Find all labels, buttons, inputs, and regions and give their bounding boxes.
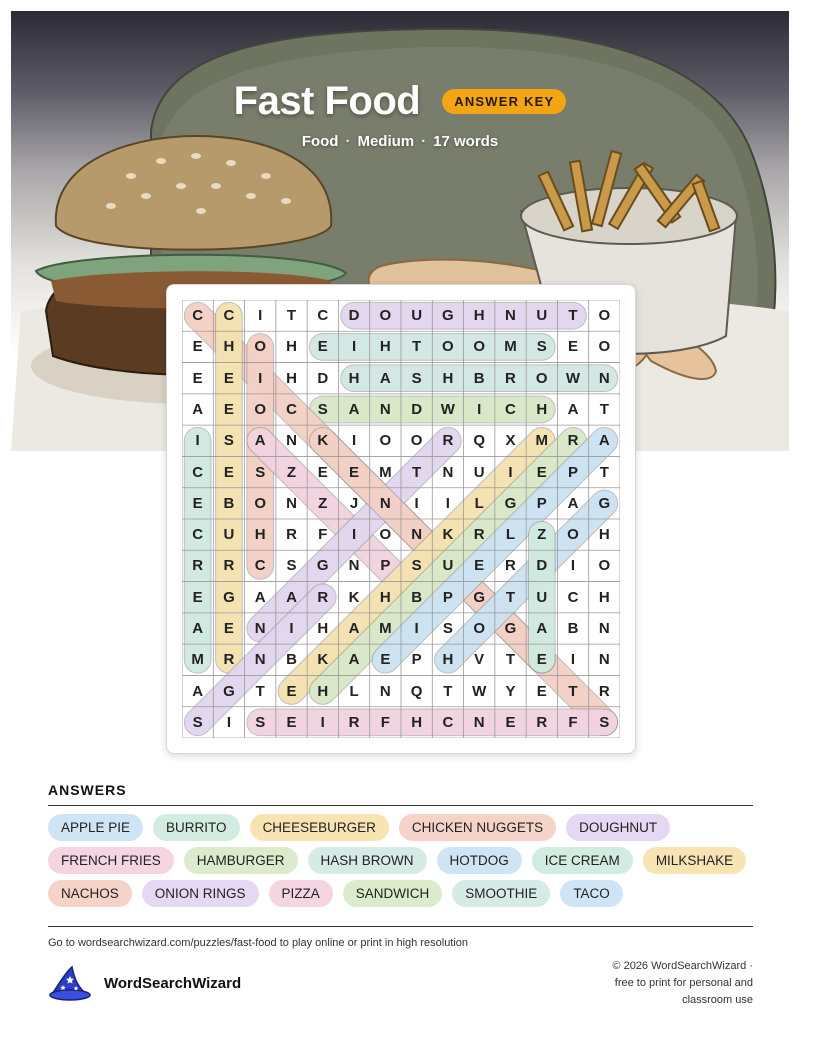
grid-cell[interactable]: I — [226, 713, 231, 731]
grid-cell[interactable]: B — [567, 619, 579, 637]
grid-cell[interactable]: O — [535, 369, 548, 387]
grid-cell[interactable]: R — [473, 526, 485, 544]
grid-cell[interactable]: H — [317, 682, 329, 700]
grid-cell[interactable]: T — [443, 682, 453, 700]
grid-cell[interactable]: S — [536, 338, 547, 356]
grid-cell[interactable]: R — [223, 557, 235, 575]
grid-cell[interactable]: M — [535, 432, 548, 450]
copyright-line: free to print for personal and — [614, 977, 753, 989]
grid-cell[interactable]: O — [410, 432, 423, 450]
grid-cell[interactable]: E — [192, 588, 203, 606]
grid-cell[interactable]: L — [349, 682, 359, 700]
grid-cell[interactable]: J — [349, 494, 359, 512]
grid-cell[interactable]: I — [351, 432, 357, 450]
grid-cell[interactable]: E — [380, 651, 391, 669]
grid-cell[interactable]: H — [536, 400, 548, 418]
grid-cell[interactable]: N — [379, 494, 391, 512]
grid-cell[interactable]: B — [223, 494, 235, 512]
grid-cell[interactable]: T — [255, 682, 265, 700]
grid-cell[interactable]: E — [223, 619, 234, 637]
grid-cell[interactable]: V — [474, 651, 485, 669]
grid-cell[interactable]: H — [473, 307, 485, 325]
grid-cell[interactable]: R — [567, 432, 579, 450]
category-label: Food — [301, 133, 339, 150]
word-grid — [182, 300, 620, 738]
grid-cell[interactable]: A — [192, 400, 204, 418]
grid-cell[interactable]: C — [192, 307, 204, 325]
grid-cell[interactable]: P — [536, 494, 547, 512]
grid-cell[interactable]: T — [599, 400, 609, 418]
grid-cell[interactable]: O — [598, 307, 611, 325]
grid-cell[interactable]: U — [411, 307, 423, 325]
answer-chip[interactable]: FRENCH FRIES — [48, 847, 174, 874]
grid-cell[interactable]: H — [254, 526, 266, 544]
grid-cell[interactable]: G — [223, 588, 235, 606]
grid-cell[interactable]: A — [192, 682, 204, 700]
grid-cell[interactable]: I — [258, 307, 263, 325]
grid-cell[interactable]: A — [598, 432, 610, 450]
grid-cell[interactable]: I — [258, 369, 263, 387]
grid-cell[interactable]: G — [442, 307, 454, 325]
grid-cell[interactable]: E — [505, 713, 516, 731]
grid-cell[interactable]: O — [379, 307, 392, 325]
grid-cell[interactable]: T — [599, 463, 609, 481]
grid-cell[interactable]: R — [223, 651, 235, 669]
answer-chip[interactable]: CHICKEN NUGGETS — [399, 814, 556, 841]
grid-cell[interactable]: A — [192, 619, 204, 637]
grid-cell[interactable]: A — [254, 432, 266, 450]
grid-cell[interactable]: C — [505, 400, 516, 418]
grid-cell[interactable]: T — [505, 588, 516, 606]
grid-cell[interactable]: O — [254, 400, 267, 418]
grid-cell[interactable]: H — [286, 369, 297, 387]
grid-cell[interactable]: T — [568, 307, 578, 325]
grid-cell[interactable]: G — [473, 588, 485, 606]
grid-cell[interactable]: K — [348, 588, 360, 606]
grid-cell[interactable]: R — [192, 557, 204, 575]
grid-cell[interactable]: E — [223, 463, 234, 481]
copyright — [553, 958, 753, 1009]
grid-cell[interactable]: F — [380, 713, 390, 731]
grid-cell[interactable]: I — [445, 494, 450, 512]
grid-cell[interactable]: T — [412, 463, 422, 481]
grid-cell[interactable]: S — [192, 713, 203, 731]
answer-chip[interactable]: NACHOS — [48, 880, 132, 907]
grid-cell[interactable]: A — [348, 651, 360, 669]
grid-cell[interactable]: I — [508, 463, 513, 481]
grid-cell[interactable]: S — [286, 557, 297, 575]
grid-cell[interactable]: U — [473, 463, 485, 481]
answer-chip[interactable]: APPLE PIE — [48, 814, 143, 841]
grid-cell[interactable]: M — [379, 619, 392, 637]
grid-cell[interactable]: R — [286, 526, 297, 544]
title-row — [11, 79, 789, 124]
grid-cell[interactable]: F — [568, 713, 578, 731]
grid-cell[interactable]: H — [348, 369, 360, 387]
answer-chip[interactable]: TACO — [560, 880, 623, 907]
grid-cell[interactable]: I — [477, 400, 482, 418]
grid-cell[interactable]: N — [505, 307, 516, 325]
grid-cell[interactable]: N — [348, 557, 360, 575]
grid-cell[interactable]: C — [567, 588, 579, 606]
grid-cell[interactable]: A — [348, 619, 360, 637]
grid-cell[interactable]: I — [414, 619, 419, 637]
grid-cell[interactable]: P — [568, 463, 579, 481]
grid-cell[interactable]: S — [411, 369, 422, 387]
grid-cell[interactable]: G — [598, 494, 611, 512]
grid-cell[interactable]: I — [570, 557, 576, 575]
puzzle-title: Fast Food — [233, 79, 421, 123]
grid-cell[interactable]: E — [536, 463, 547, 481]
grid-cell[interactable]: R — [598, 682, 610, 700]
brand[interactable] — [48, 964, 241, 1002]
grid-cell[interactable]: Z — [537, 526, 547, 544]
grid-cell[interactable]: M — [191, 651, 204, 669]
grid-cell[interactable]: H — [442, 369, 454, 387]
grid-cell[interactable]: E — [223, 369, 234, 387]
grid-cell[interactable]: O — [567, 526, 579, 544]
grid-cell[interactable]: I — [289, 619, 294, 637]
grid-cell[interactable]: R — [348, 713, 360, 731]
grid-cell[interactable]: I — [320, 713, 325, 731]
grid-cell[interactable]: H — [411, 713, 423, 731]
answer-chip[interactable]: SMOOTHIE — [452, 880, 550, 907]
grid-cell[interactable]: O — [473, 619, 485, 637]
grid-cell[interactable]: N — [286, 432, 297, 450]
grid-cell[interactable]: B — [286, 651, 297, 669]
grid-cell[interactable]: S — [599, 713, 610, 731]
grid-cell[interactable]: M — [504, 338, 517, 356]
grid-cell[interactable]: H — [442, 651, 454, 669]
grid-cell[interactable]: A — [348, 400, 360, 418]
grid-cell[interactable]: P — [380, 557, 391, 575]
grid-cell[interactable]: E — [536, 682, 547, 700]
grid-cell[interactable]: D — [536, 557, 548, 575]
grid-cell[interactable]: G — [504, 619, 517, 637]
answer-chip[interactable]: ONION RINGS — [142, 880, 259, 907]
grid-cell[interactable]: N — [254, 651, 266, 669]
grid-cell[interactable]: A — [567, 494, 579, 512]
grid-cell[interactable]: N — [442, 463, 454, 481]
grid-cell[interactable]: W — [440, 400, 455, 418]
grid-cell[interactable]: N — [286, 494, 297, 512]
grid-cell[interactable]: C — [192, 463, 204, 481]
grid-cell[interactable]: C — [254, 557, 266, 575]
grid-cell[interactable]: O — [598, 557, 611, 575]
divider — [48, 805, 753, 806]
grid-cell[interactable]: G — [316, 557, 329, 575]
grid-cell[interactable]: C — [317, 307, 329, 325]
answer-chip[interactable]: HAMBURGER — [184, 847, 298, 874]
answer-chip[interactable]: SANDWICH — [343, 880, 443, 907]
grid-cell[interactable]: T — [568, 682, 578, 700]
grid-cell[interactable]: R — [536, 713, 548, 731]
grid-cell[interactable]: R — [442, 432, 454, 450]
grid-cell[interactable]: S — [255, 713, 266, 731]
separator-dot: · — [345, 133, 351, 150]
grid-cell[interactable]: U — [536, 307, 548, 325]
grid-cell[interactable]: N — [598, 619, 610, 637]
grid-cell[interactable]: N — [598, 651, 610, 669]
grid-cell[interactable]: P — [442, 588, 453, 606]
answer-chip[interactable]: ICE CREAM — [532, 847, 633, 874]
grid-cell[interactable]: O — [442, 338, 454, 356]
answer-chip[interactable]: BURRITO — [153, 814, 240, 841]
grid-cell[interactable]: S — [411, 557, 422, 575]
grid-cell[interactable]: A — [567, 400, 579, 418]
answer-key-badge: ANSWER KEY — [442, 89, 566, 114]
grid-cell[interactable]: H — [598, 588, 610, 606]
grid-cell[interactable]: H — [317, 619, 329, 637]
grid-cell[interactable]: Q — [410, 682, 423, 700]
grid-cell[interactable]: L — [505, 526, 516, 544]
grid-cell[interactable]: M — [379, 463, 392, 481]
grid-cell[interactable]: A — [254, 588, 266, 606]
grid-cell[interactable]: E — [317, 463, 328, 481]
grid-cell[interactable]: U — [536, 588, 548, 606]
grid-cell[interactable]: C — [286, 400, 297, 418]
grid-cell[interactable]: W — [565, 369, 581, 387]
brand-name: WordSearchWizard — [104, 974, 242, 992]
grid-cell[interactable]: O — [254, 494, 267, 512]
grid-cell[interactable]: I — [414, 494, 419, 512]
grid-cell[interactable]: O — [254, 338, 267, 356]
grid-cell[interactable]: G — [223, 682, 235, 700]
grid-cell[interactable]: E — [568, 338, 579, 356]
grid-cell[interactable]: R — [505, 557, 516, 575]
grid-cell[interactable]: I — [570, 651, 576, 669]
copyright-line: © 2026 WordSearchWizard · — [612, 960, 753, 972]
grid-cell[interactable]: G — [504, 494, 517, 512]
answer-chip[interactable]: MILKSHAKE — [643, 847, 746, 874]
answer-chip[interactable]: CHEESEBURGER — [250, 814, 389, 841]
grid-cell[interactable]: D — [348, 307, 360, 325]
grid-cell[interactable]: E — [536, 651, 547, 669]
grid-cell[interactable]: U — [223, 526, 235, 544]
grid-cell[interactable]: F — [318, 526, 328, 544]
grid-cell[interactable]: N — [379, 400, 391, 418]
grid-cell[interactable]: N — [473, 713, 485, 731]
grid-cell[interactable]: H — [286, 338, 297, 356]
answer-chip[interactable]: HOTDOG — [437, 847, 522, 874]
answer-chip[interactable]: HASH BROWN — [308, 847, 427, 874]
grid-cell[interactable]: C — [192, 526, 204, 544]
grid-cell[interactable]: O — [379, 526, 392, 544]
grid-cell[interactable]: U — [442, 557, 454, 575]
grid-cell[interactable]: C — [442, 713, 454, 731]
grid-cell[interactable]: W — [472, 682, 487, 700]
grid-cell[interactable]: C — [223, 307, 235, 325]
grid-cell[interactable]: L — [474, 494, 484, 512]
difficulty-label: Medium — [357, 133, 415, 150]
puzzle-card — [166, 284, 636, 754]
grid-cell[interactable]: B — [411, 588, 423, 606]
footer-note: Go to wordsearchwizard.com/puzzles/fast-food to play online or print in high resolution — [48, 937, 469, 949]
grid-cell[interactable]: S — [223, 432, 234, 450]
grid-cell[interactable]: I — [195, 432, 200, 450]
grid-cell[interactable]: K — [442, 526, 454, 544]
divider — [48, 926, 753, 927]
word-count-label: 17 words — [433, 133, 499, 150]
grid-cell[interactable]: D — [411, 400, 423, 418]
grid-cell[interactable]: S — [255, 463, 266, 481]
grid-cell[interactable]: T — [286, 307, 297, 325]
answer-chip[interactable]: PIZZA — [269, 880, 333, 907]
grid-cell[interactable]: P — [411, 651, 422, 669]
grid-cell[interactable]: A — [536, 619, 548, 637]
wizard-hat-icon — [48, 964, 92, 1002]
grid-cell[interactable]: O — [473, 338, 485, 356]
grid-cell[interactable]: I — [351, 338, 357, 356]
grid-cell[interactable]: R — [317, 588, 329, 606]
grid-cell[interactable]: Z — [286, 463, 297, 481]
grid-cell[interactable]: O — [598, 338, 611, 356]
grid-cell[interactable]: H — [379, 588, 391, 606]
grid-cell[interactable]: O — [379, 432, 392, 450]
grid-cell[interactable]: S — [442, 619, 453, 637]
puzzle-meta — [11, 133, 789, 150]
grid-cell[interactable]: Q — [473, 432, 485, 450]
grid-cell[interactable]: E — [474, 557, 485, 575]
grid-cell[interactable]: T — [505, 651, 516, 669]
separator-dot: · — [421, 133, 427, 150]
grid-cell[interactable]: H — [598, 526, 610, 544]
grid-cell[interactable]: D — [317, 369, 329, 387]
grid-cell[interactable]: N — [379, 682, 391, 700]
answers-list — [48, 814, 753, 907]
grid-cell[interactable]: E — [317, 338, 328, 356]
grid-cell[interactable]: X — [505, 432, 516, 450]
grid-cell[interactable]: E — [223, 400, 234, 418]
grid-cell[interactable]: H — [223, 338, 235, 356]
grid-cell[interactable]: E — [192, 338, 203, 356]
answers-heading: ANSWERS — [48, 782, 127, 798]
grid-cell[interactable]: N — [598, 369, 610, 387]
grid-cell[interactable]: R — [505, 369, 516, 387]
grid-cell[interactable]: K — [317, 651, 329, 669]
grid-cell[interactable]: Y — [505, 682, 516, 700]
grid-cell[interactable]: Z — [318, 494, 328, 512]
grid-cell[interactable]: N — [411, 526, 423, 544]
grid-cell[interactable]: A — [379, 369, 391, 387]
grid-cell[interactable]: E — [192, 494, 203, 512]
letter-grid — [182, 300, 620, 738]
grid-cell[interactable]: K — [317, 432, 329, 450]
grid-cell[interactable]: T — [412, 338, 422, 356]
answer-chip[interactable]: DOUGHNUT — [566, 814, 670, 841]
grid-cell[interactable]: S — [317, 400, 328, 418]
grid-cell[interactable]: E — [286, 713, 297, 731]
grid-cell[interactable]: N — [254, 619, 266, 637]
copyright-line: classroom use — [682, 994, 753, 1006]
grid-cell[interactable]: E — [286, 682, 297, 700]
grid-cell[interactable]: B — [473, 369, 485, 387]
grid-cell[interactable]: I — [351, 526, 357, 544]
grid-cell[interactable]: A — [286, 588, 297, 606]
grid-cell[interactable]: E — [192, 369, 203, 387]
grid-cell[interactable]: H — [379, 338, 391, 356]
grid-cell[interactable]: E — [349, 463, 360, 481]
